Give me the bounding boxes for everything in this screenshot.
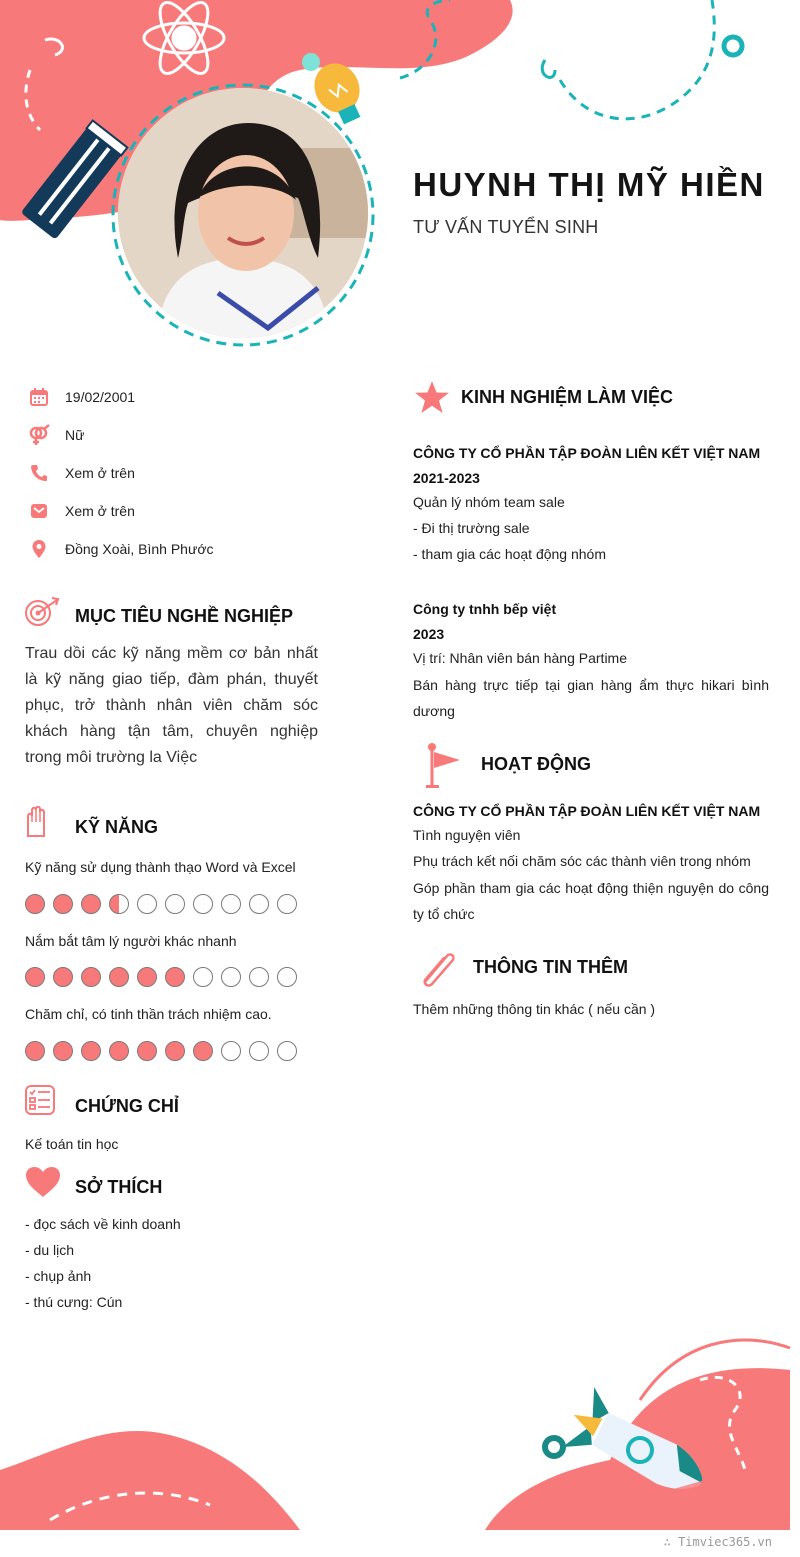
job-line: Quản lý nhóm team sale [413, 494, 565, 510]
activity-org: CÔNG TY CỔ PHẦN TẬP ĐOÀN LIÊN KẾT VIỆT NAM [413, 803, 761, 819]
experience-heading: KINH NGHIỆM LÀM VIỆC [461, 387, 674, 407]
phone-icon [28, 462, 50, 484]
rating-dot [221, 967, 241, 987]
contact-birthday [28, 385, 135, 409]
rating-dot [165, 1041, 185, 1061]
rating-dot [81, 894, 101, 914]
contact-email [28, 499, 135, 523]
hobby-item: - thú cưng: Cún [25, 1294, 123, 1310]
birthday-text: 19/02/2001 [65, 389, 136, 405]
rating-dot [277, 1041, 297, 1061]
rating-dot [53, 967, 73, 987]
phone-text: Xem ở trên [65, 465, 135, 481]
activity-line: Phụ trách kết nối chăm sóc các thành viên trong nhóm [413, 853, 751, 869]
rating-dot [137, 967, 157, 987]
star-icon [414, 380, 450, 414]
target-icon [24, 597, 60, 629]
rating-dot [109, 894, 129, 914]
rating-dot [221, 894, 241, 914]
job-company: Công ty tnhh bếp việt [413, 601, 557, 617]
map-pin-icon [28, 538, 50, 560]
objective-text: Trau dồi các kỹ năng mềm cơ bản nhất là kỹ năng giao tiếp, đàm phán, thuyết phục, trở thành nhân viên chăm sóc khách hàng tận tâm, chuyên nghiệp trong môi trường la Việc [25, 645, 318, 766]
flag-icon [424, 742, 462, 790]
rating-dot [249, 967, 269, 987]
rating-dot [53, 894, 73, 914]
calendar-icon [28, 386, 50, 408]
candidate-name: HUYNH THỊ MỸ HIỀN [413, 166, 765, 203]
job-line: Bán hàng trực tiếp tại gian hàng ẩm thực hikari bình dương [413, 677, 769, 719]
skills-heading: KỸ NĂNG [75, 817, 159, 837]
job-period: 2023 [413, 626, 445, 642]
rating-dot [249, 1041, 269, 1061]
skill-label: Nắm bắt tâm lý người khác nhanh [25, 933, 237, 949]
rating-dot [53, 1041, 73, 1061]
rating-dot [193, 1041, 213, 1061]
rating-dot [109, 1041, 129, 1061]
job-period: 2021-2023 [413, 470, 480, 486]
rating-dot [165, 967, 185, 987]
hobby-item: - du lịch [25, 1242, 75, 1258]
email-icon [28, 500, 50, 522]
hobby-item: - đọc sách về kinh doanh [25, 1216, 181, 1232]
skill-rating [25, 967, 305, 989]
hobby-item: - chụp ảnh [25, 1268, 92, 1284]
email-text: Xem ở trên [65, 503, 135, 519]
rating-dot [81, 1041, 101, 1061]
job-line: Vị trí: Nhân viên bán hàng Partime [413, 650, 628, 666]
objective-heading: MỤC TIÊU NGHỀ NGHIỆP [75, 606, 294, 626]
rating-dot [25, 967, 45, 987]
rating-dot [277, 967, 297, 987]
heart-icon [25, 1166, 61, 1198]
contact-address [28, 537, 214, 561]
rating-dot [165, 894, 185, 914]
rating-dot [221, 1041, 241, 1061]
skill-rating [25, 894, 305, 916]
skill-label: Kỹ năng sử dụng thành thạo Word và Excel [25, 859, 296, 875]
rating-dot [193, 967, 213, 987]
extra-text: Thêm những thông tin khác ( nếu cần ) [413, 1001, 656, 1017]
activity-line: Tình nguyện viên [413, 827, 521, 843]
rating-dot [81, 967, 101, 987]
footer-brand: ∴ Timviec365.vn [663, 1535, 772, 1549]
skill-rating [25, 1041, 305, 1063]
certificates-heading: CHỨNG CHỈ [75, 1096, 179, 1116]
rating-dot [277, 894, 297, 914]
job-line: - tham gia các hoạt động nhóm [413, 546, 607, 562]
certificate-item: Kế toán tin học [25, 1136, 119, 1152]
extra-heading: THÔNG TIN THÊM [473, 957, 628, 977]
contact-phone [28, 461, 135, 485]
hand-icon [24, 806, 48, 838]
gender-icon [28, 424, 50, 446]
job-line: - Đi thị trường sale [413, 520, 530, 536]
rating-dot [25, 1041, 45, 1061]
bottom-decoration [0, 1320, 800, 1557]
gender-text: Nữ [65, 427, 85, 443]
activities-heading: HOẠT ĐỘNG [481, 754, 591, 774]
rating-dot [137, 894, 157, 914]
job-company: CÔNG TY CỔ PHẦN TẬP ĐOÀN LIÊN KẾT VIỆT NAM [413, 445, 761, 461]
profile-photo [118, 88, 368, 338]
rating-dot [137, 1041, 157, 1061]
checklist-icon [24, 1084, 56, 1116]
job-title: TƯ VẤN TUYỂN SINH [413, 217, 599, 237]
rating-dot [25, 894, 45, 914]
rating-dot [249, 894, 269, 914]
rating-dot [193, 894, 213, 914]
paperclip-icon [417, 946, 459, 988]
address-text: Đồng Xoài, Bình Phước [65, 541, 214, 557]
skill-label: Chăm chỉ, có tinh thần trách nhiệm cao. [25, 1006, 272, 1022]
rating-dot [109, 967, 129, 987]
activity-line: Góp phần tham gia các hoạt động thiện nguyện do công ty tổ chức [413, 880, 769, 922]
contact-gender [28, 423, 84, 447]
hobbies-heading: SỞ THÍCH [75, 1177, 163, 1197]
